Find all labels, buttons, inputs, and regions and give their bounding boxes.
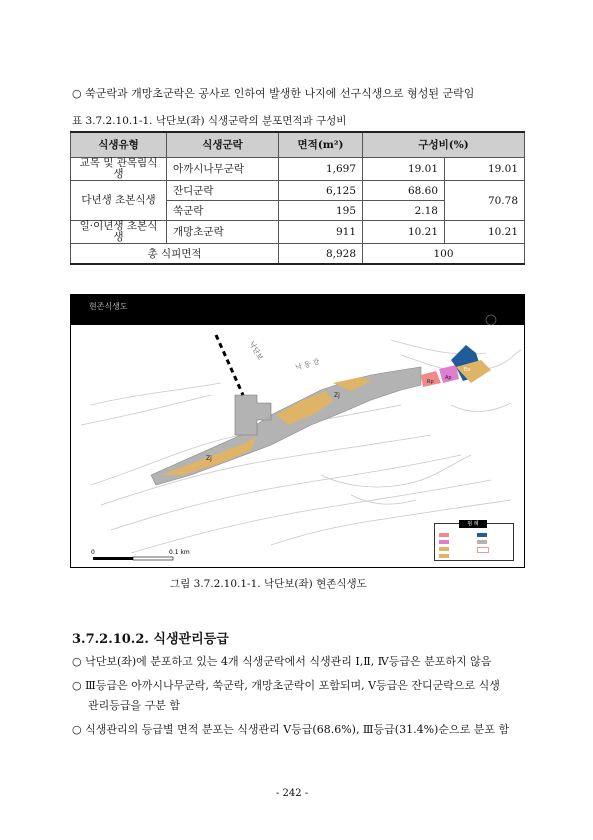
cell-ratio: 19.01 — [363, 158, 445, 181]
cell-area: 6,125 — [279, 181, 363, 201]
cell-group-ratio: 70.78 — [445, 181, 525, 221]
north-arrow-icon — [486, 315, 496, 325]
cell-community: 아까시나무군락 — [167, 158, 279, 181]
dam-label: 낙단보 — [247, 340, 265, 362]
table-row — [71, 181, 525, 201]
cell-area: 911 — [279, 221, 363, 244]
legend-swatch — [477, 533, 487, 537]
cell-group-ratio: 10.21 — [445, 221, 525, 244]
section-title: 3.7.2.10.2. 식생관리등급 — [72, 632, 229, 647]
cell-group-ratio: 19.01 — [445, 158, 525, 181]
cell-community: 잔디군락 — [167, 181, 279, 201]
cell-community: 쑥군락 — [167, 201, 279, 221]
cell-total-label: 총 식피면적 — [71, 244, 279, 265]
bullet-item: ○ Ⅲ등급은 아까시나무군락, 쑥군락, 개망초군락이 포함되며, Ⅴ등급은 잔디군락으로 식생 — [72, 679, 500, 692]
map-title: 현존식생도 — [89, 302, 128, 311]
cell-veg-type: 다년생 초본식생 — [71, 181, 167, 221]
map-label: Ea — [464, 367, 471, 373]
bullet-item: ○ 식생관리의 등급별 면적 분포는 식생관리 Ⅴ등급(68.6%), Ⅲ등급(31.4%)순으로 분포 함 — [72, 723, 510, 736]
legend-swatch — [439, 554, 449, 558]
cell-ratio: 2.18 — [363, 201, 445, 221]
legend-swatch — [439, 540, 449, 544]
map-legend — [434, 523, 514, 561]
bullet-item-continuation: 관리등급을 구분 함 — [88, 699, 181, 712]
table-row — [71, 158, 525, 181]
header-veg-type: 식생유형 — [71, 132, 167, 158]
table-caption: 표 3.7.2.10.1-1. 낙단보(좌) 식생군락의 분포면적과 구성비 — [72, 115, 347, 127]
vegetation-map — [70, 294, 525, 568]
scale-start: 0 — [91, 549, 95, 556]
map-label: Rp — [427, 379, 434, 385]
table-total-row — [71, 244, 525, 265]
figure-caption: 그림 3.7.2.10.1-1. 낙단보(좌) 현존식생도 — [170, 578, 367, 590]
map-label: Ap — [445, 375, 452, 381]
legend-swatch — [477, 540, 487, 544]
cell-veg-type: 일·이년생 초본식생 — [71, 221, 167, 244]
cell-community: 개망초군락 — [167, 221, 279, 244]
intro-paragraph: ○ 쑥군락과 개망초군락은 공사로 인하여 발생한 나지에 선구식생으로 형성된 군락임 — [72, 87, 475, 100]
scale-bar-segment — [133, 557, 173, 560]
cell-veg-type: 교목 및 관목림식생 — [71, 158, 167, 181]
map-label: Zj — [206, 455, 212, 462]
bullet-item: ○ 낙단보(좌)에 분포하고 있는 4개 식생군락에서 식생관리 Ⅰ,Ⅱ, Ⅳ등급은 분포하지 않음 — [72, 655, 492, 668]
header-area: 면적(m²) — [279, 132, 363, 158]
map-label: Zj — [334, 392, 340, 399]
table-header-row — [71, 132, 525, 158]
legend-title: 범 례 — [459, 520, 487, 528]
legend-swatch — [477, 547, 489, 553]
cell-area: 1,697 — [279, 158, 363, 181]
cell-area: 195 — [279, 201, 363, 221]
cell-ratio: 10.21 — [363, 221, 445, 244]
vegetation-table — [70, 131, 525, 265]
cell-total-area: 8,928 — [279, 244, 363, 265]
table-row — [71, 221, 525, 244]
cell-total-ratio: 100 — [363, 244, 525, 265]
header-ratio: 구성비(%) — [363, 132, 525, 158]
river-label: 낙 동 강 — [294, 357, 321, 372]
header-community: 식생군락 — [167, 132, 279, 158]
dam-line — [216, 335, 243, 395]
legend-swatch — [439, 547, 449, 551]
scale-end: 0.1 km — [169, 549, 190, 556]
legend-swatch — [439, 533, 449, 537]
cell-ratio: 68.60 — [363, 181, 445, 201]
page-number: - 242 - — [276, 788, 309, 799]
